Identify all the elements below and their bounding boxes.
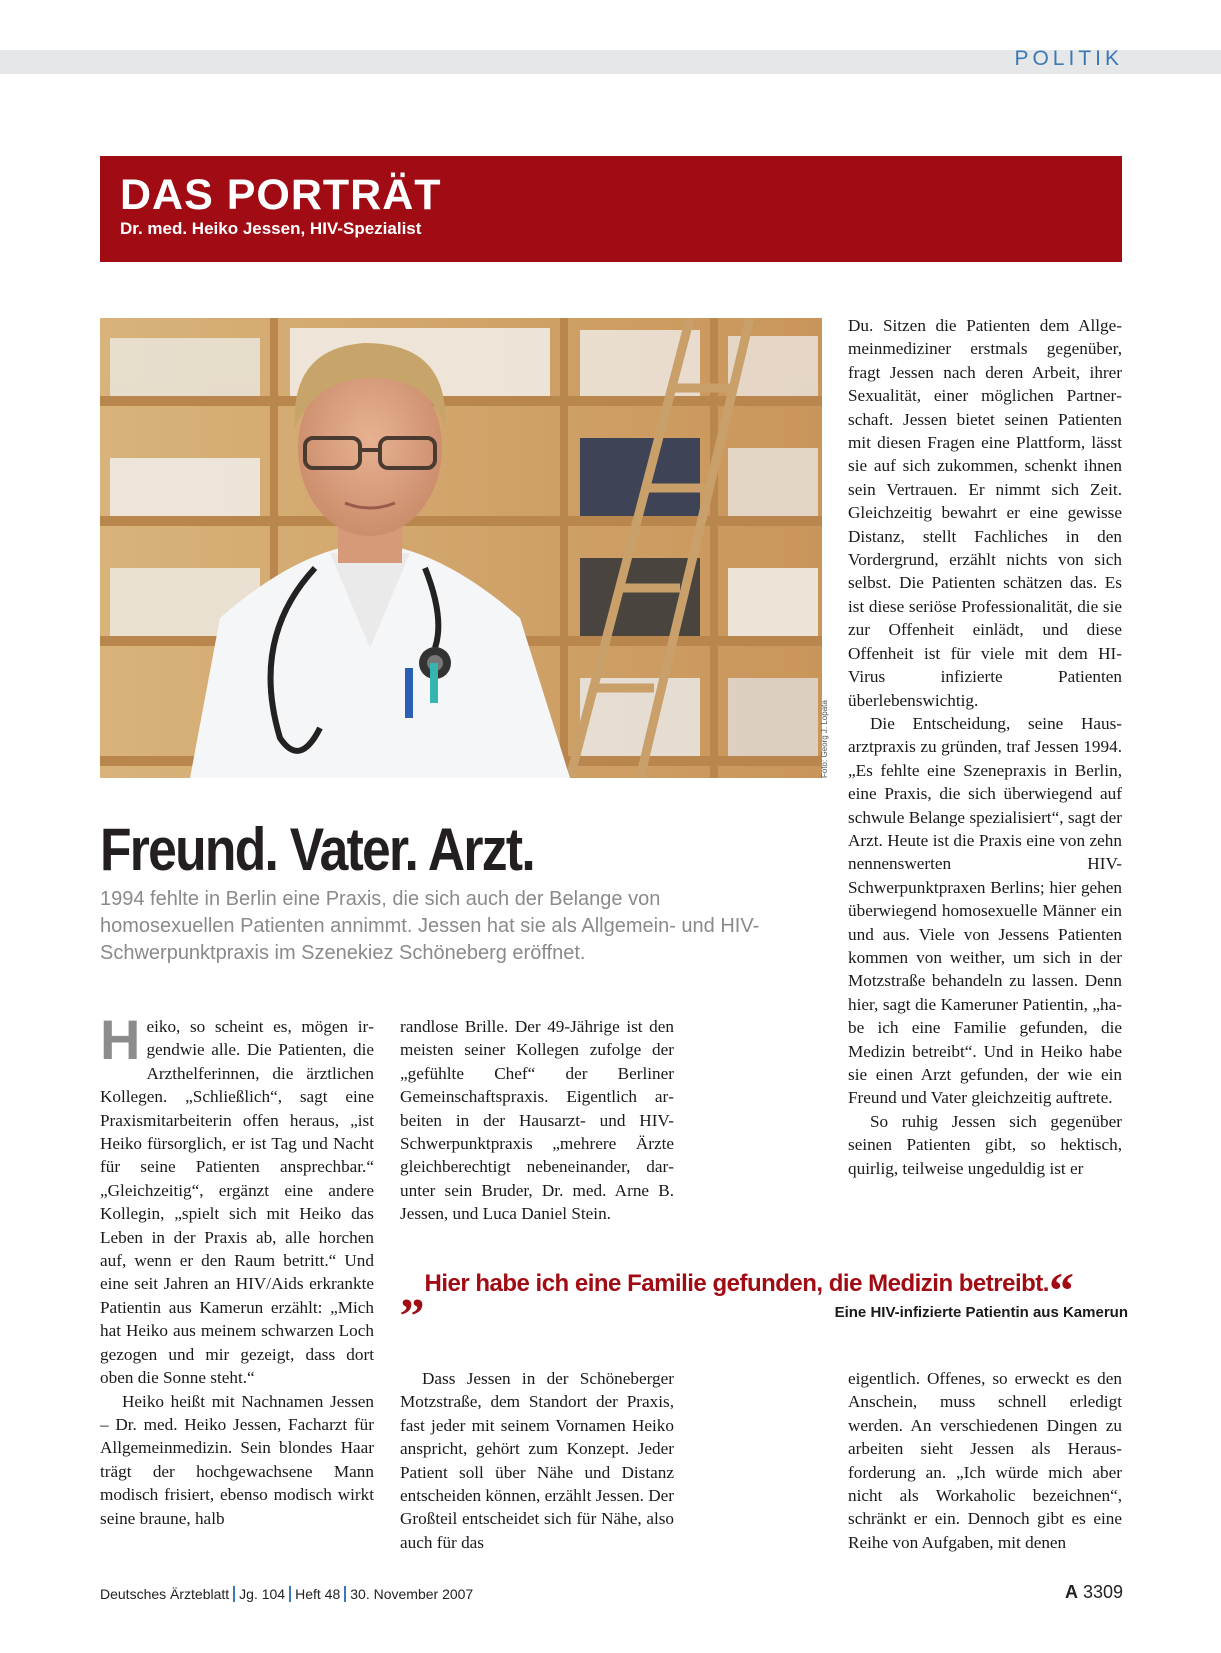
photo-credit: Foto: Georg J. Lopata — [820, 700, 829, 778]
footer-separator — [289, 1586, 291, 1602]
portrait-header — [100, 156, 1122, 262]
quote-source: Eine HIV-infizierte Patientin aus Kamerun — [834, 1304, 1128, 1321]
quote-close-mark: “ — [1048, 1262, 1074, 1318]
quote-open-mark: „ — [400, 1262, 425, 1318]
text-column-3-bottom — [848, 1367, 1122, 1554]
section-label: POLITIK — [1014, 47, 1123, 70]
paragraph: Heiko heißt mit Nachnamen Jessen – Dr. med. Heiko Jessen, Facharzt für Allgemeinmedizin. Sein blondes Haar trägt der hochgewachsene Mann modisch frisiert, ebenso modisch wirkt seine braune, halb — [100, 1391, 374, 1528]
article-headline: Freund. Vater. Arzt. — [100, 816, 534, 883]
journal-name: Deutsches Ärzteblatt — [100, 1586, 230, 1602]
header-title: DAS PORTRÄT — [120, 171, 442, 219]
text-column-3-top — [848, 314, 1122, 1180]
quote-text: Hier habe ich eine Familie gefunden, die Medizin betreibt. — [424, 1270, 1049, 1297]
photo-illustration — [100, 318, 822, 778]
footer-separator — [344, 1586, 346, 1602]
journal-date: 30. November 2007 — [350, 1586, 474, 1602]
journal-volume: Jg. 104 — [239, 1586, 286, 1602]
paragraph: Die Entscheidung, seine Hausarztpraxis zu gründen, traf Jessen 1994. „Es fehlte eine Szenepraxis in Berlin, eine Praxis, die sich überwiegend auf schwule Belange spezialisiert“, sagt der Arzt. Heute ist die Praxis eine von zehn nennenswerten HIV-Schwerpunktpraxen Berlins; hier gehen überwiegend homosexuelle Männer ein und aus. Viele von Jessens Patienten kommen von weither, um sich in der Motzstraße behandeln zu lassen. Denn hier, sagt die Kameruner Patientin, „habe ich eine Familie gefunden, die Medizin betreibt“. Und in Heiko habe sie einen Arzt gefunden, der wie ein Freund und Vater gleichzeitig auftrete. — [848, 713, 1122, 1108]
paragraph-text: eiko, so scheint es, mögen irgendwie alle. Die Patienten, die Arzthelferinnen, die ärztlichen Kollegen. „Schließlich“, sagt eine Praxismitarbeiterin offen heraus, „ist Heiko fürsorglich, er ist Tag und Nacht für seine Patienten ansprechbar.“ „Gleichzeitig“, ergänzt eine andere Kollegin, „spielt sich mit Heiko das Leben in der Praxis ab, alle horchen auf, wenn er den Raum betritt.“ Und eine seit Jahren an HIV/Aids erkrankte Patientin aus Kamerun erzählt: „Mich hat Heiko aus meinem schwarzen Loch gezogen und mir gezeigt, dass dort oben die Sonne steht.“ — [100, 1017, 374, 1388]
header-subtitle: Dr. med. Heiko Jessen, HIV-Spezialist — [120, 219, 422, 238]
paragraph: eigentlich. Offenes, so erweckt es den Anschein, muss schnell erledigt werden. An verschiedenen Dingen zu arbeiten sieht Jessen als Herausforderung an. „Ich würde mich aber nicht als Workaholic bezeichnen“, schränkt er ein. Dennoch gibt es eine Reihe von Aufgaben, mit denen — [848, 1369, 1122, 1552]
paragraph: Dass Jessen in der Schöneberger Motzstraße, dem Standort der Praxis, fast jeder mit seinem Vornamen Heiko anspricht, gehört zum Konzept. Jeder Patient soll über Nähe und Distanz entscheiden können, erzählt Jessen. Der Großteil entscheidet sich für Nähe, also auch für das — [400, 1369, 674, 1552]
portrait-photo — [100, 318, 822, 778]
paragraph — [100, 1008, 374, 1390]
journal-issue: Heft 48 — [295, 1586, 341, 1602]
page-prefix: A — [1064, 1582, 1078, 1602]
paragraph: So ruhig Jessen sich gegenüber seinen Patienten gibt, so hektisch, quirlig, teilweise ungeduldig ist er — [848, 1111, 1122, 1178]
text-column-1 — [100, 1008, 374, 1530]
paragraph: Du. Sitzen die Patienten dem Allgemeinmediziner erstmals gegenüber, fragt Jessen nach deren Arbeit, ihrer Sexualität, einer möglichen Partnerschaft. Jessen bietet seinen Patienten mit diesen Fragen eine Plattform, lässt sie auf sich zukommen, schenkt ihnen sein Vertrauen. Er nimmt sich Zeit. Gleichzeitig bewahrt er eine gewisse Distanz, stellt Fachliches in den Vordergrund, erzählt nichts von sich selbst. Die Patienten schätzen das. Es ist diese seriöse Professionalität, die sie zur Offenheit einlädt, und diese Offenheit ist für viele mit dem HI-Virus infizierte Patienten überlebenswichtig. — [848, 316, 1122, 710]
text-column-2-top — [400, 1015, 674, 1226]
page-number — [1065, 1582, 1123, 1603]
page-footer — [100, 1586, 473, 1602]
drop-cap: H — [100, 1008, 141, 1071]
footer-separator — [233, 1586, 235, 1602]
paragraph: randlose Brille. Der 49-Jährige ist den meisten seiner Kollegen zufolge der „gefühlte Chef“ der Berliner Gemeinschaftspraxis. Eigentlich arbeiten in der Hausarzt- und HIV-Schwerpunktpraxis „mehrere Ärzte gleichberechtigt nebeneinander, darunter sein Bruder, Dr. med. Arne B. Jessen, und Luca Daniel Stein. — [400, 1017, 674, 1224]
pull-quote — [400, 1262, 1128, 1321]
page-number-value: 3309 — [1082, 1582, 1123, 1602]
text-column-2-bottom — [400, 1367, 674, 1554]
article-lead: 1994 fehlte in Berlin eine Praxis, die sich auch der Belange von homosexuellen Patienten annimmt. Jessen hat sie als Allgemein- und HIV-Schwerpunktpraxis im Szenekiez Schöneberg eröffnet. — [100, 888, 760, 964]
